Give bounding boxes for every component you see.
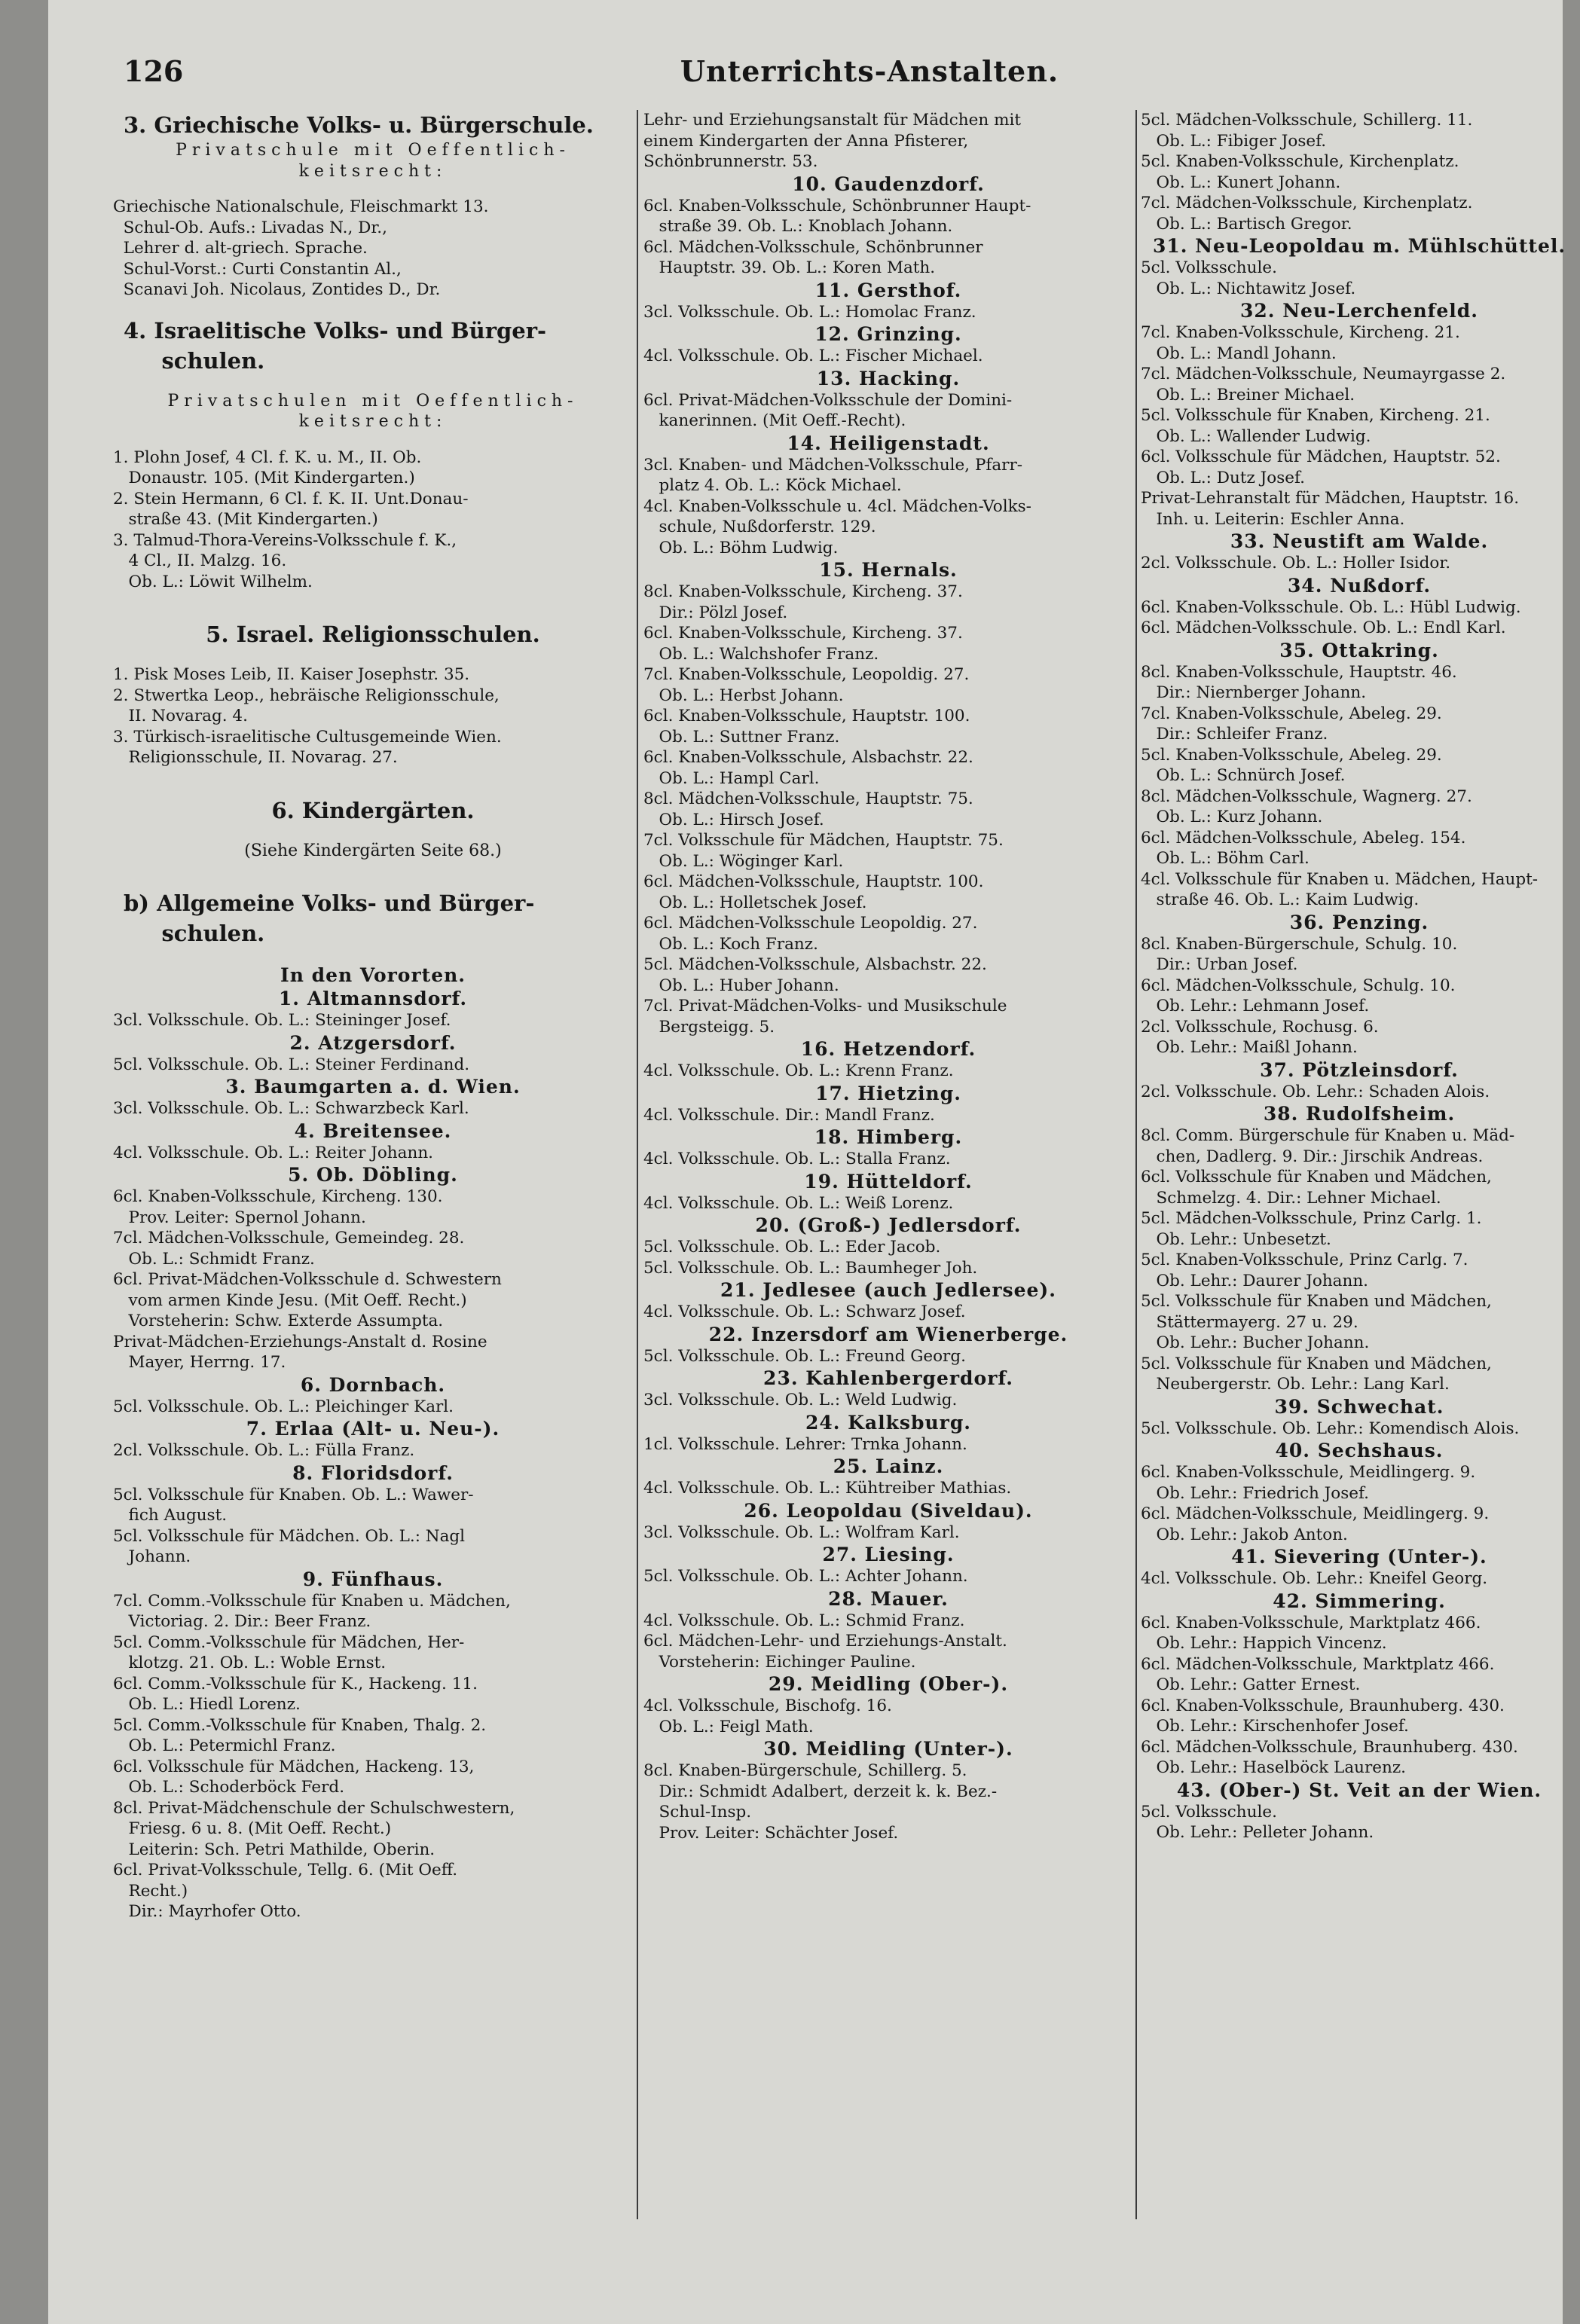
district-heading: 43. (Ober-) St. Veit an der Wien. — [1176, 1779, 1542, 1801]
district-heading: 27. Liesing. — [822, 1544, 955, 1565]
entry-line: 2. Stwertka Leop., hebräische Religionsschule, — [113, 686, 500, 705]
entry-line: Lehr- und Erziehungsanstalt für Mädchen mit — [643, 111, 1021, 130]
entry-line: Scanavi Joh. Nicolaus, Zontides D., Dr. — [113, 280, 441, 299]
entry-line: 5cl. Volksschule. Ob. L.: Eder Jacob. — [643, 1238, 941, 1257]
entry-line: Dir.: Urban Josef. — [1141, 955, 1298, 974]
entry-line: 8cl. Knaben-Volksschule, Kircheng. 37. — [643, 582, 963, 601]
entry-line: 4cl. Volksschule. Dir.: Mandl Franz. — [643, 1105, 935, 1125]
entry-line: Bergsteigg. 5. — [643, 1017, 775, 1037]
entry-line: 3cl. Volksschule. Ob. L.: Homolac Franz. — [643, 302, 976, 322]
district-heading: 35. Ottakring. — [1279, 639, 1439, 661]
entry-line: 6cl. Privat-Volksschule, Tellg. 6. (Mit Oeff. — [113, 1861, 458, 1880]
spacer — [113, 592, 633, 619]
spaced-subheading: keitsrecht: — [298, 412, 448, 431]
entry-line: 5cl. Volksschule. Ob. L.: Baumheger Joh. — [643, 1258, 978, 1278]
entry-line: 5cl. Knaben-Volksschule, Kirchenplatz. — [1141, 152, 1459, 171]
entry-line: 2. Stein Hermann, 6 Cl. f. K. II. Unt.Donau- — [113, 489, 469, 508]
entry-line: Ob. L.: Schoderböck Ferd. — [113, 1778, 345, 1797]
entry-line: kanerinnen. (Mit Oeff.-Recht). — [643, 411, 906, 430]
entry-line: Ob. L.: Nichtawitz Josef. — [1141, 279, 1356, 298]
entry-line: 5cl. Knaben-Volksschule, Abeleg. 29. — [1141, 745, 1442, 765]
column-left — [113, 110, 633, 1922]
entry-line: Ob. Lehr.: Haselböck Laurenz. — [1141, 1758, 1406, 1777]
section-heading: 3. Griechische Volks- u. Bürgerschule. — [124, 112, 594, 138]
entry-line: 6cl. Volksschule für Mädchen, Hauptstr. 52. — [1141, 447, 1501, 466]
entry-line: 8cl. Knaben-Bürgerschule, Schulg. 10. — [1141, 934, 1458, 954]
entry-line: 8cl. Knaben-Volksschule, Hauptstr. 46. — [1141, 662, 1457, 682]
entry-line: Ob. L.: Hiedl Lorenz. — [113, 1695, 301, 1714]
entry-line: 6cl. Mädchen-Volksschule, Hauptstr. 100. — [643, 872, 984, 891]
entry-line: Dir.: Mayrhofer Otto. — [113, 1902, 301, 1921]
entry-line: 3. Türkisch-israelitische Cultusgemeinde Wien. — [113, 727, 502, 747]
column-divider — [637, 110, 638, 2219]
entry-line: 3. Talmud-Thora-Vereins-Volksschule f. K., — [113, 530, 457, 550]
entry-line: Schul-Ob. Aufs.: Livadas N., Dr., — [113, 218, 387, 237]
entry-line: 4cl. Volksschule. Ob. L.: Krenn Franz. — [643, 1061, 954, 1080]
entry-line: 4cl. Volksschule. Ob. Lehr.: Kneifel Georg. — [1141, 1569, 1488, 1588]
district-heading: 17. Hietzing. — [815, 1082, 961, 1104]
district-heading: 13. Hacking. — [816, 367, 961, 389]
entry-line: Vorsteherin: Eichinger Pauline. — [643, 1652, 916, 1672]
spacer — [113, 948, 633, 963]
entry-line: Ob. Lehr.: Maißl Johann. — [1141, 1038, 1358, 1057]
district-heading: 42. Simmering. — [1273, 1590, 1446, 1612]
entry-line: 4cl. Volksschule, Bischofg. 16. — [643, 1696, 892, 1715]
entry-line: 8cl. Mädchen-Volksschule, Hauptstr. 75. — [643, 789, 973, 808]
district-heading: 2. Atzgersdorf. — [289, 1031, 457, 1054]
entry-line: 5cl. Volksschule. Ob. L.: Pleichinger Karl. — [113, 1397, 454, 1416]
section-heading: 4. Israelitische Volks- und Bürger- — [124, 317, 547, 344]
entry-line: Ob. L.: Böhm Ludwig. — [643, 538, 839, 557]
entry-line: 7cl. Mädchen-Volksschule, Neumayrgasse 2. — [1141, 365, 1506, 383]
section-heading: b) Allgemeine Volks- und Bürger- — [124, 890, 535, 916]
entry-line: 7cl. Volksschule für Mädchen, Hauptstr. 75. — [643, 831, 1004, 850]
entry-line: 6cl. Knaben-Volksschule, Kircheng. 37. — [643, 624, 963, 643]
entry-line: Schönbrunnerstr. 53. — [643, 152, 818, 171]
entry-line: Dir.: Pölzl Josef. — [643, 603, 788, 622]
spacer — [113, 861, 633, 888]
entry-line: 4 Cl., II. Malzg. 16. — [113, 551, 287, 570]
entry-line: 4cl. Volksschule. Ob. L.: Reiter Johann. — [113, 1143, 434, 1162]
entry-line: 6cl. Privat-Mädchen-Volksschule d. Schwestern — [113, 1270, 502, 1289]
entry-line: straße 46. Ob. L.: Kaim Ludwig. — [1141, 890, 1420, 909]
page-title: Unterrichts-Anstalten. — [680, 54, 1059, 88]
entry-line: Stättermayerg. 27 u. 29. — [1141, 1312, 1358, 1332]
entry-line: 4cl. Volksschule. Ob. L.: Schwarz Josef. — [643, 1302, 966, 1321]
entry-line: 3cl. Volksschule. Ob. L.: Wolfram Karl. — [643, 1522, 960, 1542]
entry-line: Ob. L.: Mandl Johann. — [1141, 344, 1337, 363]
district-heading: 5. Ob. Döbling. — [288, 1164, 458, 1186]
entry-line: Ob. L.: Petermichl Franz. — [113, 1736, 336, 1755]
district-heading: 6. Dornbach. — [300, 1373, 446, 1396]
entry-line: Hauptstr. 39. Ob. L.: Koren Math. — [643, 258, 936, 277]
entry-line: 8cl. Comm. Bürgerschule für Knaben u. Mäd- — [1141, 1126, 1515, 1145]
entry-line: Ob. L.: Hirsch Josef. — [643, 810, 824, 829]
spaced-subheading: keitsrecht: — [298, 161, 448, 181]
entry-line: 8cl. Privat-Mädchenschule der Schulschwestern, — [113, 1798, 515, 1818]
entry-line: platz 4. Ob. L.: Köck Michael. — [643, 476, 902, 495]
entry-line: Ob. Lehr.: Friedrich Josef. — [1141, 1483, 1370, 1503]
entry-line: Ob. L.: Kunert Johann. — [1141, 173, 1341, 192]
entry-line: Ob. Lehr.: Pelleter Johann. — [1141, 1823, 1374, 1842]
entry-line: Griechische Nationalschule, Fleischmarkt 13. — [113, 197, 489, 216]
entry-line: 5cl. Volksschule. Ob. L.: Steiner Ferdinand. — [113, 1055, 470, 1074]
entry-line: 5cl. Volksschule. — [1141, 1802, 1277, 1822]
district-heading: 39. Schwechat. — [1274, 1395, 1444, 1418]
entry-line: Ob. Lehr.: Jakob Anton. — [1141, 1525, 1348, 1544]
section-heading: schulen. — [124, 921, 265, 946]
entry-line: Schmelzg. 4. Dir.: Lehner Michael. — [1141, 1188, 1441, 1208]
entry-line: Lehrer d. alt-griech. Sprache. — [113, 239, 368, 258]
entry-line: 6cl. Mädchen-Volksschule, Marktplatz 466. — [1141, 1654, 1495, 1674]
entry-line: Schul-Vorst.: Curti Constantin Al., — [113, 259, 402, 279]
district-heading: 32. Neu-Lerchenfeld. — [1240, 300, 1478, 322]
entry-line: 6cl. Comm.-Volksschule für K., Hackeng. 11. — [113, 1674, 478, 1693]
entry-line: Johann. — [113, 1547, 191, 1566]
entry-line: 6cl. Privat-Mädchen-Volksschule der Domini- — [643, 390, 1013, 410]
district-heading: 36. Penzing. — [1289, 911, 1429, 933]
entry-line: Privat-Mädchen-Erziehungs-Anstalt d. Rosine — [113, 1332, 487, 1351]
entry-line: Ob. L.: Feigl Math. — [643, 1717, 814, 1736]
entry-line: 6cl. Mädchen-Volksschule, Schulg. 10. — [1141, 976, 1456, 995]
entry-line: Ob. L.: Suttner Franz. — [643, 727, 840, 747]
section-heading: schulen. — [124, 347, 265, 374]
entry-line: 7cl. Mädchen-Volksschule, Gemeindeg. 28. — [113, 1229, 465, 1248]
district-heading: 28. Mauer. — [828, 1587, 949, 1610]
entry-line: 8cl. Knaben-Bürgerschule, Schillerg. 5. — [643, 1761, 967, 1780]
entry-line: fich August. — [113, 1506, 228, 1525]
section-heading: 6. Kindergärten. — [271, 797, 475, 823]
entry-line: Victoriag. 2. Dir.: Beer Franz. — [113, 1612, 371, 1631]
entry-line: straße 43. (Mit Kindergarten.) — [113, 510, 378, 529]
entry-line: Ob. L.: Schnürch Josef. — [1141, 766, 1346, 785]
entry-line: 6cl. Knaben-Volksschule, Braunhuberg. 430. — [1141, 1696, 1505, 1715]
district-heading: 26. Leopoldau (Siveldau). — [744, 1499, 1033, 1522]
district-heading: 30. Meidling (Unter-). — [763, 1738, 1013, 1760]
entry-line: 2cl. Volksschule. Ob. L.: Fülla Franz. — [113, 1441, 415, 1460]
entry-line: 4cl. Volksschule. Ob. L.: Schmid Franz. — [643, 1611, 965, 1630]
district-heading: 15. Hernals. — [819, 559, 958, 581]
district-heading: 9. Fünfhaus. — [302, 1568, 444, 1590]
entry-line: 6cl. Knaben-Volksschule, Kircheng. 130. — [113, 1187, 443, 1206]
spacer — [113, 376, 633, 391]
entry-line: Ob. L.: Löwit Wilhelm. — [113, 572, 313, 591]
spacer — [113, 768, 633, 796]
page-number: 126 — [124, 54, 184, 88]
district-heading: 7. Erlaa (Alt- u. Neu-). — [246, 1418, 500, 1440]
entry-line: Ob. L.: Hampl Carl. — [643, 768, 820, 788]
entry-line: Ob. L.: Breiner Michael. — [1141, 385, 1355, 405]
entry-line: Vorsteherin: Schw. Exterde Assumpta. — [113, 1312, 444, 1330]
spacer — [113, 826, 633, 841]
entry-line: Mayer, Herrng. 17. — [113, 1353, 286, 1372]
entry-line: 2cl. Volksschule. Ob. Lehr.: Schaden Alois. — [1141, 1082, 1490, 1101]
entry-line: 7cl. Mädchen-Volksschule, Kirchenplatz. — [1141, 194, 1473, 212]
district-heading: 12. Grinzing. — [814, 323, 962, 345]
entry-line: 6cl. Knaben-Volksschule, Marktplatz 466. — [1141, 1613, 1481, 1632]
district-heading: 8. Floridsdorf. — [292, 1461, 454, 1484]
district-heading: 16. Hetzendorf. — [800, 1038, 976, 1060]
entry-line: 6cl. Mädchen-Volksschule, Meidlingerg. 9. — [1141, 1504, 1490, 1523]
column-divider — [1135, 110, 1137, 2219]
district-heading: 14. Heiligenstadt. — [787, 432, 990, 454]
spacer — [113, 182, 633, 197]
entry-line: 6cl. Knaben-Volksschule, Hauptstr. 100. — [643, 707, 970, 725]
district-heading: 29. Meidling (Ober-). — [768, 1673, 1009, 1695]
entry-line: 5cl. Mädchen-Volksschule, Alsbachstr. 22. — [643, 955, 987, 974]
entry-line: 5cl. Volksschule für Knaben, Kircheng. 21. — [1141, 406, 1490, 425]
entry-line: 6cl. Mädchen-Volksschule Leopoldig. 27. — [643, 914, 978, 933]
column-middle — [643, 110, 1133, 1843]
district-heading: 24. Kalksburg. — [805, 1411, 972, 1434]
district-heading: 34. Nußdorf. — [1287, 574, 1432, 597]
entry-line: Ob. L.: Bartisch Gregor. — [1141, 214, 1352, 234]
entry-line: schule, Nußdorferstr. 129. — [643, 518, 876, 536]
entry-line: 5cl. Knaben-Volksschule, Prinz Carlg. 7. — [1141, 1251, 1468, 1269]
entry-line: 6cl. Volksschule für Knaben und Mädchen, — [1141, 1168, 1492, 1186]
entry-line: 3cl. Volksschule. Ob. L.: Weld Ludwig. — [643, 1391, 958, 1409]
entry-line: 2cl. Volksschule, Rochusg. 6. — [1141, 1017, 1379, 1037]
entry-line: Privat-Lehranstalt für Mädchen, Hauptstr. 16. — [1141, 489, 1520, 508]
entry-line: 1. Pisk Moses Leib, II. Kaiser Josephstr. 35. — [113, 665, 470, 684]
entry-line: Ob. L.: Herbst Johann. — [643, 686, 844, 705]
entry-line: Ob. L.: Wöginger Karl. — [643, 851, 844, 871]
entry-line: 6cl. Knaben-Volksschule. Ob. L.: Hübl Ludwig. — [1141, 597, 1521, 617]
note: (Siehe Kindergärten Seite 68.) — [244, 841, 502, 860]
entry-line: 5cl. Volksschule. Ob. L.: Freund Georg. — [643, 1346, 966, 1366]
entry-line: 6cl. Volksschule für Mädchen, Hackeng. 13, — [113, 1757, 475, 1776]
district-heading: In den Vororten. — [280, 964, 466, 986]
entry-line: einem Kindergarten der Anna Pfisterer, — [643, 131, 969, 151]
entry-line: 4cl. Volksschule. Ob. L.: Weiß Lorenz. — [643, 1193, 954, 1213]
district-heading: 40. Sechshaus. — [1275, 1440, 1444, 1461]
entry-line: 6cl. Mädchen-Volksschule, Schönbrunner — [643, 237, 983, 257]
district-heading: 11. Gersthof. — [814, 279, 962, 301]
entry-line: 5cl. Volksschule für Mädchen. Ob. L.: Nagl — [113, 1526, 466, 1546]
entry-line: 5cl. Comm.-Volksschule für Mädchen, Her- — [113, 1632, 465, 1652]
entry-line: Friesg. 6 u. 8. (Mit Oeff. Recht.) — [113, 1819, 392, 1838]
entry-line: Ob. L.: Walchshofer Franz. — [643, 644, 879, 664]
district-heading: 3. Baumgarten a. d. Wien. — [225, 1076, 521, 1098]
entry-line: Inh. u. Leiterin: Eschler Anna. — [1141, 509, 1405, 529]
entry-line: 6cl. Mädchen-Lehr- und Erziehungs-Anstalt. — [643, 1632, 1007, 1651]
entry-line: 4cl. Volksschule. Ob. L.: Fischer Michael. — [643, 347, 983, 365]
entry-line: 7cl. Comm.-Volksschule für Knaben u. Mädchen, — [113, 1591, 511, 1611]
entry-line: 3cl. Knaben- und Mädchen-Volksschule, Pfarr- — [643, 455, 1023, 475]
entry-line: Ob. Lehr.: Bucher Johann. — [1141, 1333, 1370, 1352]
entry-line: 4cl. Volksschule. Ob. L.: Stalla Franz. — [643, 1150, 951, 1168]
district-heading: 1. Altmannsdorf. — [278, 988, 468, 1009]
district-heading: 25. Lainz. — [833, 1455, 944, 1477]
entry-line: 5cl. Comm.-Volksschule für Knaben, Thalg. 2. — [113, 1715, 487, 1735]
entry-line: Ob. L.: Wallender Ludwig. — [1141, 426, 1371, 446]
entry-line: 1. Plohn Josef, 4 Cl. f. K. u. M., II. Ob. — [113, 447, 422, 467]
entry-line: Ob. L.: Holletschek Josef. — [643, 893, 867, 912]
district-heading: 31. Neu-Leopoldau m. Mühlschüttel. — [1152, 235, 1566, 257]
entry-line: Donaustr. 105. (Mit Kindergarten.) — [113, 469, 415, 487]
district-heading: 20. (Groß-) Jedlersdorf. — [755, 1214, 1022, 1236]
entry-line: 5cl. Mädchen-Volksschule, Schillerg. 11. — [1141, 111, 1473, 130]
entry-line: Ob. L.: Koch Franz. — [643, 934, 818, 954]
entry-line: 1cl. Volksschule. Lehrer: Trnka Johann. — [643, 1434, 967, 1454]
entry-line: Ob. Lehr.: Daurer Johann. — [1141, 1271, 1369, 1290]
district-heading: 38. Rudolfsheim. — [1263, 1103, 1456, 1125]
entry-line: 5cl. Mädchen-Volksschule, Prinz Carlg. 1. — [1141, 1209, 1482, 1228]
entry-line: Schul-Insp. — [643, 1803, 752, 1822]
entry-line: Leiterin: Sch. Petri Mathilde, Oberin. — [113, 1840, 435, 1859]
entry-line: 7cl. Privat-Mädchen-Volks- und Musikschule — [643, 997, 1007, 1015]
district-heading: 19. Hütteldorf. — [804, 1170, 973, 1193]
section-heading: 5. Israel. Religionsschulen. — [206, 621, 540, 647]
district-heading: 23. Kahlenbergerdorf. — [763, 1367, 1013, 1389]
entry-line: 5cl. Volksschule für Knaben und Mädchen, — [1141, 1292, 1492, 1311]
entry-line: 6cl. Mädchen-Volksschule, Braunhuberg. 430. — [1141, 1737, 1518, 1757]
district-heading: 37. Pötzleinsdorf. — [1260, 1058, 1459, 1081]
entry-line: chen, Dadlerg. 9. Dir.: Jirschik Andreas. — [1141, 1147, 1484, 1166]
entry-line: 6cl. Knaben-Volksschule, Alsbachstr. 22. — [643, 748, 973, 767]
entry-line: 5cl. Volksschule. Ob. Lehr.: Komendisch Alois. — [1141, 1419, 1520, 1438]
spacer — [113, 432, 633, 447]
book-page — [48, 0, 1566, 2324]
entry-line: Ob. Lehr.: Happich Vincenz. — [1141, 1634, 1387, 1653]
entry-line: 7cl. Knaben-Volksschule, Abeleg. 29. — [1141, 704, 1442, 723]
entry-line: Ob. Lehr.: Unbesetzt. — [1141, 1229, 1331, 1249]
entry-line: Prov. Leiter: Schächter Josef. — [643, 1823, 899, 1843]
entry-line: 4cl. Volksschule für Knaben u. Mädchen, Haupt- — [1141, 869, 1539, 889]
entry-line: Ob. L.: Huber Johann. — [643, 976, 839, 995]
entry-line: Ob. L.: Böhm Carl. — [1141, 849, 1310, 868]
entry-line: 7cl. Knaben-Volksschule, Kircheng. 21. — [1141, 323, 1460, 342]
entry-line: Ob. L.: Fibiger Josef. — [1141, 131, 1327, 151]
entry-line: Religionsschule, II. Novarag. 27. — [113, 748, 398, 767]
spaced-subheading: Privatschule mit Oeffentlich- — [176, 141, 570, 160]
column-right — [1141, 110, 1578, 1843]
entry-line: Dir.: Schmidt Adalbert, derzeit k. k. Bez.- — [643, 1782, 998, 1801]
district-heading: 41. Sievering (Unter-). — [1231, 1546, 1487, 1568]
spacer — [113, 301, 633, 316]
entry-line: 6cl. Mädchen-Volksschule, Abeleg. 154. — [1141, 828, 1466, 847]
entry-line: Ob. L.: Schmidt Franz. — [113, 1249, 315, 1269]
entry-line: Neubergerstr. Ob. Lehr.: Lang Karl. — [1141, 1375, 1450, 1394]
district-heading: 4. Breitensee. — [294, 1119, 452, 1142]
entry-line: 3cl. Volksschule. Ob. L.: Steininger Josef. — [113, 1011, 451, 1030]
entry-line: 5cl. Volksschule für Knaben. Ob. L.: Wawer- — [113, 1485, 474, 1504]
entry-line: straße 39. Ob. L.: Knoblach Johann. — [643, 217, 953, 236]
entry-line: klotzg. 21. Ob. L.: Woble Ernst. — [113, 1654, 387, 1672]
district-heading: 22. Inzersdorf am Wienerberge. — [708, 1323, 1068, 1345]
entry-line: 8cl. Mädchen-Volksschule, Wagnerg. 27. — [1141, 786, 1472, 806]
entry-line: 4cl. Volksschule. Ob. L.: Kühtreiber Mathias. — [643, 1479, 1012, 1498]
entry-line: Dir.: Schleifer Franz. — [1141, 725, 1328, 744]
entry-line: Recht.) — [113, 1881, 188, 1901]
entry-line: Ob. Lehr.: Gatter Ernest. — [1141, 1675, 1361, 1694]
entry-line: vom armen Kinde Jesu. (Mit Oeff. Recht.) — [113, 1290, 467, 1310]
district-heading: 33. Neustift am Walde. — [1230, 530, 1489, 552]
spacer — [113, 649, 633, 664]
entry-line: 4cl. Knaben-Volksschule u. 4cl. Mädchen-Volks- — [643, 496, 1031, 516]
entry-line: 6cl. Mädchen-Volksschule. Ob. L.: Endl Karl. — [1141, 618, 1506, 637]
district-heading: 21. Jedlesee (auch Jedlersee). — [720, 1279, 1056, 1301]
entry-line: Ob. Lehr.: Lehmann Josef. — [1141, 997, 1370, 1015]
entry-line: 6cl. Knaben-Volksschule, Meidlingerg. 9. — [1141, 1463, 1476, 1482]
district-heading: 10. Gaudenzdorf. — [792, 173, 985, 195]
entry-line: II. Novarag. 4. — [113, 707, 248, 725]
spaced-subheading: Privatschulen mit Oeffentlich- — [167, 391, 579, 411]
entry-line: 5cl. Volksschule. Ob. L.: Achter Johann. — [643, 1567, 968, 1586]
district-heading: 18. Himberg. — [814, 1126, 963, 1148]
entry-line: 7cl. Knaben-Volksschule, Leopoldig. 27. — [643, 665, 970, 684]
entry-line: 5cl. Volksschule. — [1141, 258, 1277, 277]
entry-line: 2cl. Volksschule. Ob. L.: Holler Isidor. — [1141, 554, 1451, 573]
entry-line: Ob. Lehr.: Kirschenhofer Josef. — [1141, 1717, 1409, 1736]
entry-line: 6cl. Knaben-Volksschule, Schönbrunner Haupt- — [643, 196, 1031, 215]
entry-line: Ob. L.: Kurz Johann. — [1141, 808, 1323, 826]
entry-line: 3cl. Volksschule. Ob. L.: Schwarzbeck Karl. — [113, 1099, 469, 1118]
entry-line: Ob. L.: Dutz Josef. — [1141, 468, 1305, 487]
entry-line: Dir.: Niernberger Johann. — [1141, 683, 1367, 702]
entry-line: 5cl. Volksschule für Knaben und Mädchen, — [1141, 1354, 1492, 1373]
entry-line: Prov. Leiter: Spernol Johann. — [113, 1208, 366, 1227]
